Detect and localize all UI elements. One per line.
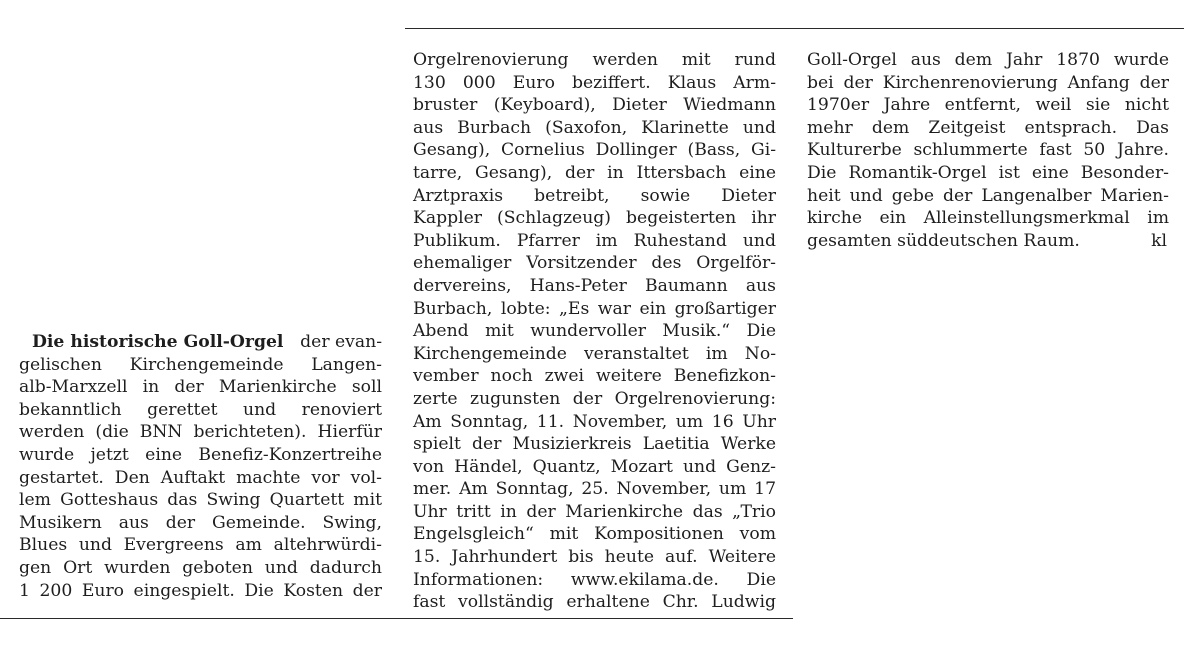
top-rule — [405, 28, 1184, 29]
text-line: Gesang), Cornelius Dollinger (Bass, Gi- — [413, 140, 776, 161]
text-line: bruster (Keyboard), Dieter Wiedmann — [413, 95, 776, 116]
text-line: spielt der Musizierkreis Laetitia Werke — [413, 434, 776, 455]
text-line: werden (die BNN berichteten). Hierfür — [19, 422, 382, 443]
text-line: wurde jetzt eine Benefiz-Konzertreihe — [19, 444, 382, 465]
text-line: gelischen Kirchengemeinde Langen- — [19, 354, 382, 375]
lead-bold-text: Die historische Goll-Orgel — [32, 332, 284, 352]
author-initials: kl — [1151, 230, 1167, 251]
article-signoff-line — [807, 230, 1169, 253]
text-line: Burbach, lobte: „Es war ein großartiger — [413, 298, 776, 319]
text-line: Kirchengemeinde veranstaltet im No- — [413, 343, 776, 364]
text-line: mehr dem Zeitgeist entsprach. Das — [807, 117, 1169, 138]
text-line: alb-Marxzell in der Marienkirche soll — [19, 377, 382, 398]
text-line: kirche ein Alleinstellungsmerkmal im — [807, 208, 1169, 229]
text-line: Blues und Evergreens am altehrwürdi- — [19, 535, 382, 556]
text-line: dervereins, Hans-Peter Baumann aus — [413, 275, 776, 296]
text-line: Musikern aus der Gemeinde. Swing, — [19, 512, 382, 533]
text-line: bei der Kirchenrenovierung Anfang der — [807, 72, 1169, 93]
text-line: Abend mit wundervoller Musik.“ Die — [413, 321, 776, 342]
text-line: Engelsgleich“ mit Kompositionen vom — [413, 524, 776, 545]
text-line: Goll-Orgel aus dem Jahr 1870 wurde — [807, 50, 1169, 70]
text-line: aus Burbach (Saxofon, Klarinette und — [413, 117, 776, 138]
article-column-1 — [19, 331, 382, 602]
text-line: von Händel, Quantz, Mozart und Genz- — [413, 456, 776, 477]
text-line: Informationen: www.ekilama.de. Die — [413, 569, 776, 590]
article-column-3 — [807, 49, 1169, 252]
text-line: zerte zugunsten der Orgelrenovierung: — [413, 388, 776, 409]
text-line: 15. Jahrhundert bis heute auf. Weitere — [413, 547, 776, 568]
text-line: Kappler (Schlagzeug) begeisterten ihr — [413, 208, 776, 229]
text-line: heit und gebe der Langenalber Marien- — [807, 185, 1169, 206]
article-column-2 — [413, 49, 776, 614]
text-line: mer. Am Sonntag, 25. November, um 17 — [413, 479, 776, 500]
text-line: 130 000 Euro beziffert. Klaus Arm- — [413, 72, 776, 93]
article-first-line — [19, 331, 382, 354]
first-line-rest: der evan- — [300, 332, 382, 352]
text-line: 1970er Jahre entfernt, weil sie nicht — [807, 95, 1169, 116]
last-line-text: gesamten süddeutschen Raum. — [807, 230, 1080, 251]
bottom-rule — [0, 618, 793, 619]
text-line: tarre, Gesang), der in Ittersbach eine — [413, 162, 776, 183]
text-line: ehemaliger Vorsitzender des Orgelför- — [413, 253, 776, 274]
text-line: Uhr tritt in der Marienkirche das „Trio — [413, 501, 776, 522]
column-2-lines — [413, 49, 776, 614]
text-line: 1 200 Euro eingespielt. Die Kosten der — [19, 580, 382, 601]
text-line: fast vollständig erhaltene Chr. Ludwig — [413, 592, 776, 613]
column-1-lines — [19, 354, 382, 603]
text-line: Orgelrenovierung werden mit rund — [413, 50, 776, 70]
text-line: Die Romantik-Orgel ist eine Besonder- — [807, 162, 1169, 183]
text-line: bekanntlich gerettet und renoviert — [19, 399, 382, 420]
text-line: Am Sonntag, 11. November, um 16 Uhr — [413, 411, 776, 432]
text-line: gestartet. Den Auftakt machte vor vol- — [19, 467, 382, 488]
text-line: lem Gotteshaus das Swing Quartett mit — [19, 490, 382, 511]
text-line: gen Ort wurden geboten und dadurch — [19, 557, 382, 578]
text-line: Publikum. Pfarrer im Ruhestand und — [413, 230, 776, 251]
text-line: Kulturerbe schlummerte fast 50 Jahre. — [807, 140, 1169, 161]
text-line: Arztpraxis betreibt, sowie Dieter — [413, 185, 776, 206]
column-3-lines — [807, 49, 1169, 230]
text-line: vember noch zwei weitere Benefizkon- — [413, 366, 776, 387]
